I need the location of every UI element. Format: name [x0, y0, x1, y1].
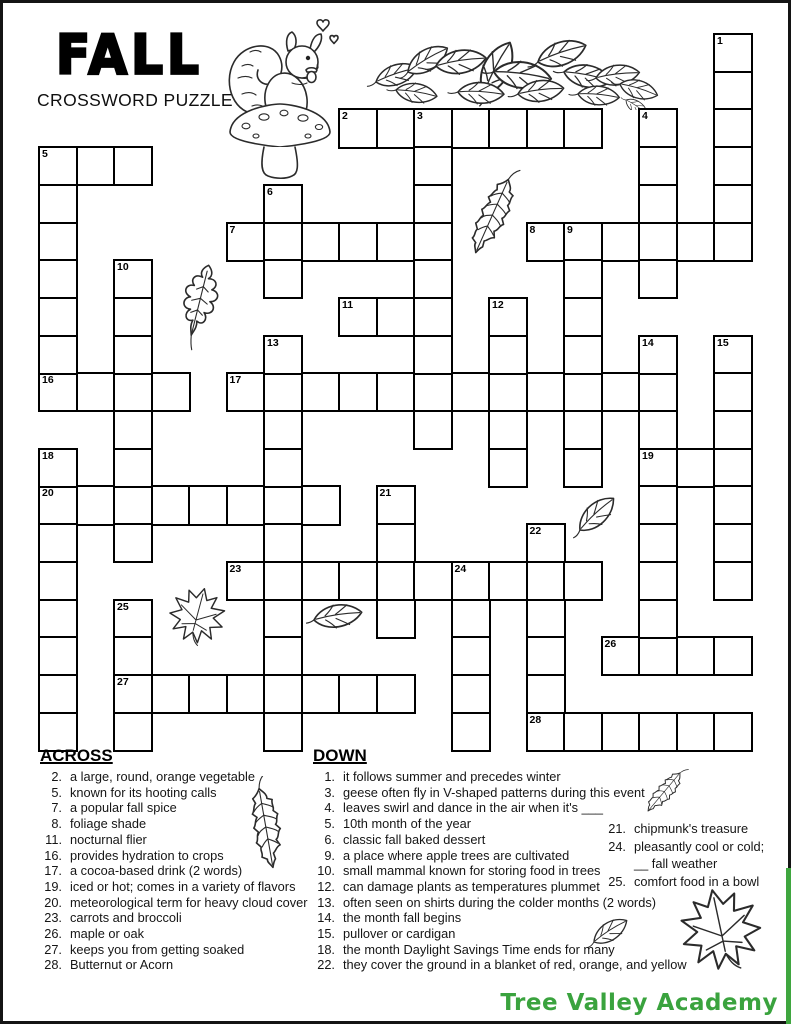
clue-item	[311, 957, 693, 973]
crossword-cell[interactable]	[638, 485, 678, 525]
clue-text: a popular fall spice	[70, 800, 177, 816]
crossword-cell[interactable]	[413, 146, 453, 186]
clue-text: it follows summer and precedes winter	[343, 769, 561, 784]
crossword-cell[interactable]	[676, 712, 716, 752]
clue-text: foliage shade	[70, 816, 147, 832]
crossword-cell[interactable]	[226, 372, 266, 412]
clue-number: 16.	[44, 847, 62, 863]
crossword-cell[interactable]	[638, 561, 678, 601]
crossword-cell[interactable]	[376, 599, 416, 639]
across-heading: ACROSS	[40, 746, 113, 765]
cell-number: 5	[42, 148, 48, 161]
clue-text: keeps you from getting soaked	[70, 941, 245, 957]
crossword-cell[interactable]	[713, 222, 753, 262]
crossword-cell[interactable]	[338, 108, 378, 148]
clue-text: often seen on shirts during the colder months (2 words)	[343, 894, 656, 910]
crossword-cell[interactable]	[413, 410, 453, 450]
clue-text: geese often fly in V-shaped patterns during this event	[343, 784, 645, 800]
crossword-cell[interactable]	[638, 599, 678, 639]
clue-item	[311, 942, 693, 958]
crossword-cell[interactable]	[638, 184, 678, 224]
cell-number: 13	[267, 336, 279, 349]
crossword-cell[interactable]	[676, 448, 716, 488]
crossword-cell[interactable]	[38, 636, 78, 676]
clue-text: a cocoa-based drink (2 words)	[70, 863, 243, 879]
cell-number: 25	[117, 600, 129, 613]
crossword-cell[interactable]	[638, 108, 678, 148]
crossword-cell[interactable]	[638, 712, 678, 752]
crossword-cell[interactable]	[113, 448, 153, 488]
clue-item	[38, 816, 318, 832]
clue-item	[311, 769, 693, 785]
crossword-cell[interactable]	[188, 674, 228, 714]
crossword-cell[interactable]	[338, 372, 378, 412]
crossword-cell[interactable]	[638, 523, 678, 563]
crossword-cell[interactable]	[713, 448, 753, 488]
crossword-cell[interactable]	[563, 561, 603, 601]
crossword-cell[interactable]	[488, 297, 528, 337]
clue-item	[38, 895, 318, 911]
crossword-cell[interactable]	[263, 599, 303, 639]
clue-text: 10th month of the year	[343, 816, 472, 832]
cell-number: 12	[492, 298, 504, 311]
clue-number: 25.	[608, 874, 626, 889]
clue-number: 1.	[324, 769, 335, 784]
crossword-cell[interactable]	[338, 561, 378, 601]
crossword-cell[interactable]	[413, 259, 453, 299]
clue-item	[311, 910, 693, 926]
clue-item	[602, 873, 774, 890]
crossword-cell[interactable]	[151, 485, 191, 525]
clue-text: a place where apple trees are cultivated	[343, 847, 570, 863]
oval-leaf-icon	[306, 594, 366, 646]
clue-item	[38, 879, 318, 895]
crossword-cell[interactable]	[563, 222, 603, 262]
clue-number: 24.	[608, 839, 626, 854]
clue-text: meteorological term for heavy cloud cover	[70, 894, 308, 910]
crossword-cell[interactable]	[451, 636, 491, 676]
heart-icon	[330, 36, 338, 44]
clue-number: 27.	[44, 941, 62, 957]
crossword-cell[interactable]	[601, 222, 641, 262]
small-leaf-icon	[570, 486, 628, 548]
clue-item	[38, 957, 318, 973]
clue-item	[38, 785, 318, 801]
crossword-cell[interactable]	[488, 108, 528, 148]
crossword-cell[interactable]	[226, 561, 266, 601]
crossword-cell[interactable]	[301, 372, 341, 412]
crossword-cell[interactable]	[563, 335, 603, 375]
cell-number: 11	[342, 298, 354, 311]
crossword-cell[interactable]	[526, 222, 566, 262]
clue-item	[311, 800, 693, 816]
cell-number: 6	[267, 185, 273, 198]
crossword-cell[interactable]	[263, 222, 303, 262]
crossword-cell[interactable]	[451, 712, 491, 752]
clue-text: iced or hot; comes in a variety of flavors	[70, 878, 296, 894]
cell-number: 28	[529, 713, 542, 726]
clue-item	[311, 785, 693, 801]
crossword-cell[interactable]	[263, 372, 303, 412]
crossword-cell[interactable]	[301, 674, 341, 714]
crossword-cell[interactable]	[376, 485, 416, 525]
crossword-cell[interactable]	[563, 108, 603, 148]
clue-text: small mammal known for storing food in trees	[343, 863, 601, 879]
crossword-cell[interactable]	[376, 108, 416, 148]
clue-number: 12.	[317, 878, 335, 894]
clue-text: pleasantly cool or cold; __ fall weather	[634, 839, 765, 871]
clue-item	[38, 848, 318, 864]
crossword-cell[interactable]	[676, 222, 716, 262]
clue-text: the month fall begins	[343, 910, 462, 926]
across-clue-list	[38, 769, 318, 973]
clue-text: a large, round, orange vegetable	[70, 769, 255, 784]
clue-number: 23.	[44, 910, 62, 926]
clue-text: comfort food in a bowl	[634, 874, 760, 889]
crossword-cell[interactable]	[301, 561, 341, 601]
clue-text: nocturnal flier	[70, 831, 147, 847]
cell-number: 3	[417, 110, 423, 123]
clue-item	[311, 895, 693, 911]
crossword-cell[interactable]	[713, 108, 753, 148]
cell-number: 2	[342, 110, 348, 123]
crossword-cell[interactable]	[713, 485, 753, 525]
crossword-cell[interactable]	[338, 297, 378, 337]
clue-text: leaves swirl and dance in the air when it's ___	[343, 800, 603, 816]
cell-number: 10	[117, 261, 129, 274]
crossword-cell[interactable]	[113, 636, 153, 676]
clue-number: 28.	[44, 957, 62, 973]
crossword-cell[interactable]	[713, 410, 753, 450]
crossword-cell[interactable]	[526, 712, 566, 752]
crossword-cell[interactable]	[38, 372, 78, 412]
cell-number: 15	[717, 336, 729, 349]
clue-number: 10.	[317, 863, 335, 879]
crossword-cell[interactable]	[113, 712, 153, 752]
crossword-cell[interactable]	[488, 561, 528, 601]
clue-number: 9.	[324, 847, 335, 863]
crossword-cell[interactable]	[451, 561, 491, 601]
clue-number: 20.	[44, 894, 62, 910]
crossword-cell[interactable]	[38, 485, 78, 525]
crossword-cell[interactable]	[376, 523, 416, 563]
cell-number: 7	[229, 223, 236, 236]
crossword-cell[interactable]	[638, 335, 678, 375]
clue-item	[38, 769, 318, 785]
crossword-cell[interactable]	[263, 335, 303, 375]
cell-number: 26	[604, 638, 617, 651]
crossword-cell[interactable]	[713, 712, 753, 752]
crossword-cell[interactable]	[526, 523, 566, 563]
crossword-cell[interactable]	[113, 485, 153, 525]
crossword-cell[interactable]	[488, 448, 528, 488]
crossword-cell[interactable]	[113, 335, 153, 375]
clue-item	[38, 942, 318, 958]
crossword-cell[interactable]	[263, 448, 303, 488]
crossword-cell[interactable]	[263, 184, 303, 224]
crossword-cell[interactable]	[451, 108, 491, 148]
crossword-cell[interactable]	[638, 636, 678, 676]
crossword-cell[interactable]	[413, 335, 453, 375]
clue-text: provides hydration to crops	[70, 847, 224, 863]
crossword-cell[interactable]	[713, 71, 753, 111]
clue-number: 7.	[51, 800, 62, 816]
crossword-cell[interactable]	[488, 410, 528, 450]
crossword-cell[interactable]	[413, 372, 453, 412]
crossword-cell[interactable]	[563, 297, 603, 337]
clue-number: 15.	[317, 926, 335, 942]
clue-number: 21.	[608, 821, 626, 836]
crossword-cell[interactable]	[263, 410, 303, 450]
clue-number: 14.	[317, 910, 335, 926]
crossword-cell[interactable]	[376, 372, 416, 412]
crossword-cell[interactable]	[713, 184, 753, 224]
crossword-cell[interactable]	[488, 372, 528, 412]
clue-number: 4.	[324, 800, 335, 816]
crossword-cell[interactable]	[113, 146, 153, 186]
crossword-cell[interactable]	[113, 599, 153, 639]
clue-number: 19.	[44, 878, 62, 894]
cell-number: 16	[42, 374, 54, 387]
crossword-cell[interactable]	[451, 599, 491, 639]
crossword-cell[interactable]	[38, 184, 78, 224]
crossword-cell[interactable]	[113, 523, 153, 563]
crossword-cell[interactable]	[263, 259, 303, 299]
crossword-cell[interactable]	[376, 222, 416, 262]
crossword-cell[interactable]	[526, 599, 566, 639]
clue-text: classic fall baked dessert	[343, 831, 486, 847]
crossword-cell[interactable]	[263, 674, 303, 714]
cell-number: 18	[42, 449, 54, 462]
crossword-cell[interactable]	[263, 636, 303, 676]
crossword-cell[interactable]	[526, 561, 566, 601]
crossword-cell[interactable]	[488, 335, 528, 375]
clue-number: 5.	[324, 816, 335, 832]
leaf-pile-icon	[366, 36, 666, 110]
clue-item	[38, 800, 318, 816]
crossword-cell[interactable]	[413, 222, 453, 262]
crossword-cell[interactable]	[301, 222, 341, 262]
clue-text: carrots and broccoli	[70, 910, 182, 926]
cell-number: 17	[229, 374, 242, 387]
cell-number: 1	[717, 35, 723, 47]
crossword-cell[interactable]	[263, 485, 303, 525]
crossword-cell[interactable]	[638, 410, 678, 450]
crossword-cell[interactable]	[38, 222, 78, 262]
cell-number: 8	[529, 223, 536, 236]
crossword-cell[interactable]	[563, 712, 603, 752]
crossword-cell[interactable]	[601, 372, 641, 412]
crossword-cell[interactable]	[113, 674, 153, 714]
crossword-cell[interactable]	[263, 561, 303, 601]
cell-number: 24	[454, 562, 467, 575]
clue-text: the month Daylight Savings Time ends for many	[343, 941, 615, 957]
crossword-cell[interactable]	[38, 259, 78, 299]
cell-number: 21	[379, 487, 392, 500]
clue-item	[38, 863, 318, 879]
crossword-cell[interactable]	[226, 674, 266, 714]
crossword-cell[interactable]	[563, 410, 603, 450]
crossword-cell[interactable]	[713, 561, 753, 601]
crossword-cell[interactable]	[38, 146, 78, 186]
clue-number: 11.	[45, 831, 62, 847]
crossword-cell[interactable]	[338, 674, 378, 714]
squirrel-on-mushroom-icon	[222, 14, 342, 182]
crossword-cell[interactable]	[338, 222, 378, 262]
crossword-cell[interactable]	[638, 146, 678, 186]
crossword-cell[interactable]	[301, 485, 341, 525]
crossword-cell[interactable]	[451, 372, 491, 412]
crossword-cell[interactable]	[713, 335, 753, 375]
clue-number: 3.	[324, 784, 335, 800]
clue-text: known for its hooting calls	[70, 784, 217, 800]
crossword-cell[interactable]	[526, 108, 566, 148]
crossword-cell[interactable]	[601, 712, 641, 752]
clue-text: Butternut or Acorn	[70, 957, 174, 973]
clue-item	[602, 820, 774, 837]
crossword-cell[interactable]	[263, 523, 303, 563]
crossword-cell[interactable]	[601, 636, 641, 676]
oak-leaf-icon	[166, 258, 232, 362]
cell-number: 27	[117, 675, 129, 688]
crossword-cell[interactable]	[38, 561, 78, 601]
clue-text: chipmunk's treasure	[634, 821, 749, 836]
down-heading: DOWN	[313, 746, 367, 765]
cell-number: 19	[642, 449, 654, 462]
clue-item	[38, 926, 318, 942]
crossword-cell[interactable]	[526, 674, 566, 714]
cell-number: 14	[642, 336, 654, 349]
crossword-cell[interactable]	[113, 259, 153, 299]
crossword-cell[interactable]	[713, 372, 753, 412]
clue-item	[38, 910, 318, 926]
page-subtitle: CROSSWORD PUZZLE	[37, 90, 233, 110]
crossword-cell[interactable]	[151, 674, 191, 714]
crossword-cell[interactable]	[676, 636, 716, 676]
crossword-cell[interactable]	[113, 297, 153, 337]
crossword-cell[interactable]	[151, 372, 191, 412]
clue-number: 13.	[317, 894, 335, 910]
crossword-cell[interactable]	[38, 335, 78, 375]
crossword-cell[interactable]	[563, 448, 603, 488]
crossword-cell[interactable]	[113, 410, 153, 450]
crossword-cell[interactable]	[526, 372, 566, 412]
crossword-cell[interactable]	[451, 674, 491, 714]
crossword-cell[interactable]	[413, 184, 453, 224]
crossword-cell[interactable]	[413, 108, 453, 148]
clue-number: 6.	[324, 831, 335, 847]
clue-text: maple or oak	[70, 926, 144, 942]
cell-number: 23	[229, 562, 242, 575]
clue-number: 17.	[44, 863, 62, 879]
clue-text: they cover the ground in a blanket of red, orange, and yellow	[343, 957, 687, 973]
cell-number: 22	[529, 525, 542, 538]
crossword-cell[interactable]	[76, 485, 116, 525]
crossword-cell[interactable]	[76, 372, 116, 412]
clue-number: 8.	[51, 816, 62, 832]
crossword-cell[interactable]	[376, 297, 416, 337]
cell-number: 4	[642, 110, 648, 123]
crossword-cell[interactable]	[638, 372, 678, 412]
brand-footer: Tree Valley Academy	[500, 990, 778, 1016]
crossword-cell[interactable]	[188, 485, 228, 525]
crossword-cell[interactable]	[638, 222, 678, 262]
clue-number: 2.	[51, 769, 62, 784]
clue-number: 26.	[44, 926, 62, 942]
crossword-cell[interactable]	[76, 146, 116, 186]
crossword-cell[interactable]	[226, 222, 266, 262]
crossword-cell[interactable]	[713, 523, 753, 563]
clue-number: 18.	[317, 941, 335, 957]
crossword-cell[interactable]	[413, 297, 453, 337]
clue-number: 22.	[317, 957, 335, 973]
crossword-cell[interactable]	[38, 448, 78, 488]
crossword-cell[interactable]	[376, 674, 416, 714]
clue-text: pullover or cardigan	[343, 926, 456, 942]
crossword-cell[interactable]	[713, 33, 753, 73]
crossword-cell[interactable]	[38, 297, 78, 337]
crossword-cell[interactable]	[38, 674, 78, 714]
crossword-cell[interactable]	[713, 636, 753, 676]
crossword-cell[interactable]	[713, 146, 753, 186]
crossword-cell[interactable]	[376, 561, 416, 601]
clue-number: 5.	[51, 784, 62, 800]
crossword-cell[interactable]	[38, 599, 78, 639]
crossword-cell[interactable]	[638, 259, 678, 299]
crossword-cell[interactable]	[563, 372, 603, 412]
down-clue-list-right	[602, 820, 774, 891]
crossword-cell[interactable]	[413, 561, 453, 601]
crossword-cell[interactable]	[563, 259, 603, 299]
heart-icon	[317, 20, 329, 31]
crossword-cell[interactable]	[226, 485, 266, 525]
crossword-cell[interactable]	[526, 636, 566, 676]
crossword-cell[interactable]	[38, 523, 78, 563]
crossword-cell[interactable]	[113, 372, 153, 412]
clue-item	[311, 926, 693, 942]
clue-item	[602, 838, 774, 872]
clue-item	[38, 832, 318, 848]
crossword-cell[interactable]	[263, 712, 303, 752]
crossword-cell[interactable]	[638, 448, 678, 488]
cell-number: 20	[42, 487, 54, 500]
clue-text: can damage plants as temperatures plummet	[343, 878, 600, 894]
cell-number: 9	[567, 223, 573, 236]
page-title: FALL	[56, 23, 203, 87]
